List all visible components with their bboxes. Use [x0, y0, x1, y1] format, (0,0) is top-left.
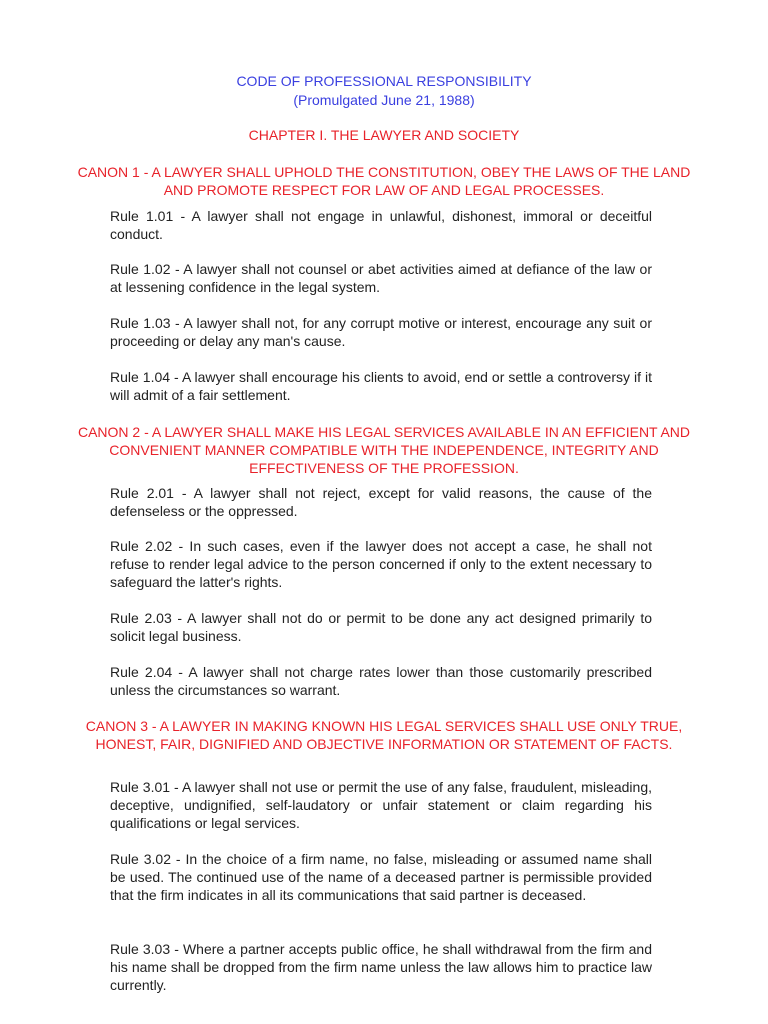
rule-2-04: Rule 2.04 - A lawyer shall not charge rates lower than those customarily prescribed unless the circumstances so warrant.: [110, 664, 652, 698]
rule-3-02: Rule 3.02 - In the choice of a firm name, no false, misleading or assumed name shall be used. The continued use of the name of a deceased partner is permissible provided that the firm indicates in all its communications that said partner is deceased.: [110, 851, 652, 903]
rule-1-02: Rule 1.02 - A lawyer shall not counsel or abet activities aimed at defiance of the law or at lessening confidence in the legal system.: [110, 261, 652, 295]
rule-3-01: Rule 3.01 - A lawyer shall not use or permit the use of any false, fraudulent, misleading, deceptive, undignified, self-laudatory or unfair statement or claim regarding his qualifications or legal services.: [110, 779, 652, 831]
document-header: [0, 72, 768, 110]
rule-1-03: Rule 1.03 - A lawyer shall not, for any corrupt motive or interest, encourage any suit or proceeding or delay any man's cause.: [110, 315, 652, 349]
rule-2-03: Rule 2.03 - A lawyer shall not do or permit to be done any act designed primarily to solicit legal business.: [110, 610, 652, 644]
rule-1-01: Rule 1.01 - A lawyer shall not engage in unlawful, dishonest, immoral or deceitful conduct.: [110, 208, 652, 242]
canon-3-heading: CANON 3 - A LAWYER IN MAKING KNOWN HIS LEGAL SERVICES SHALL USE ONLY TRUE, HONEST, FAIR, DIGNIFIED AND OBJECTIVE INFORMATION OR STATEMENT OF FACTS.: [85, 718, 683, 752]
rule-1-04: Rule 1.04 - A lawyer shall encourage his clients to avoid, end or settle a controversy if it will admit of a fair settlement.: [110, 369, 652, 403]
rule-2-01: Rule 2.01 - A lawyer shall not reject, except for valid reasons, the cause of the defenseless or the oppressed.: [110, 485, 652, 519]
document-title: CODE OF PROFESSIONAL RESPONSIBILITY: [236, 73, 532, 89]
canon-2-heading: CANON 2 - A LAWYER SHALL MAKE HIS LEGAL SERVICES AVAILABLE IN AN EFFICIENT AND CONVENIENT MANNER COMPATIBLE WITH THE INDEPENDENCE, INTEGRITY AND EFFECTIVENESS OF THE PROFESSION.: [77, 424, 691, 476]
canon-1-heading: CANON 1 - A LAWYER SHALL UPHOLD THE CONSTITUTION, OBEY THE LAWS OF THE LAND AND PROMOTE RESPECT FOR LAW OF AND LEGAL PROCESSES.: [77, 164, 691, 198]
chapter-heading: CHAPTER I. THE LAWYER AND SOCIETY: [248, 127, 520, 143]
rule-2-02: Rule 2.02 - In such cases, even if the lawyer does not accept a case, he shall not refuse to render legal advice to the person concerned if only to the extent necessary to safeguard the latter's rights.: [110, 538, 652, 590]
rule-3-03: Rule 3.03 - Where a partner accepts public office, he shall withdrawal from the firm and his name shall be dropped from the firm name unless the law allows him to practice law currently.: [110, 941, 652, 993]
document-subtitle: (Promulgated June 21, 1988): [293, 92, 475, 108]
